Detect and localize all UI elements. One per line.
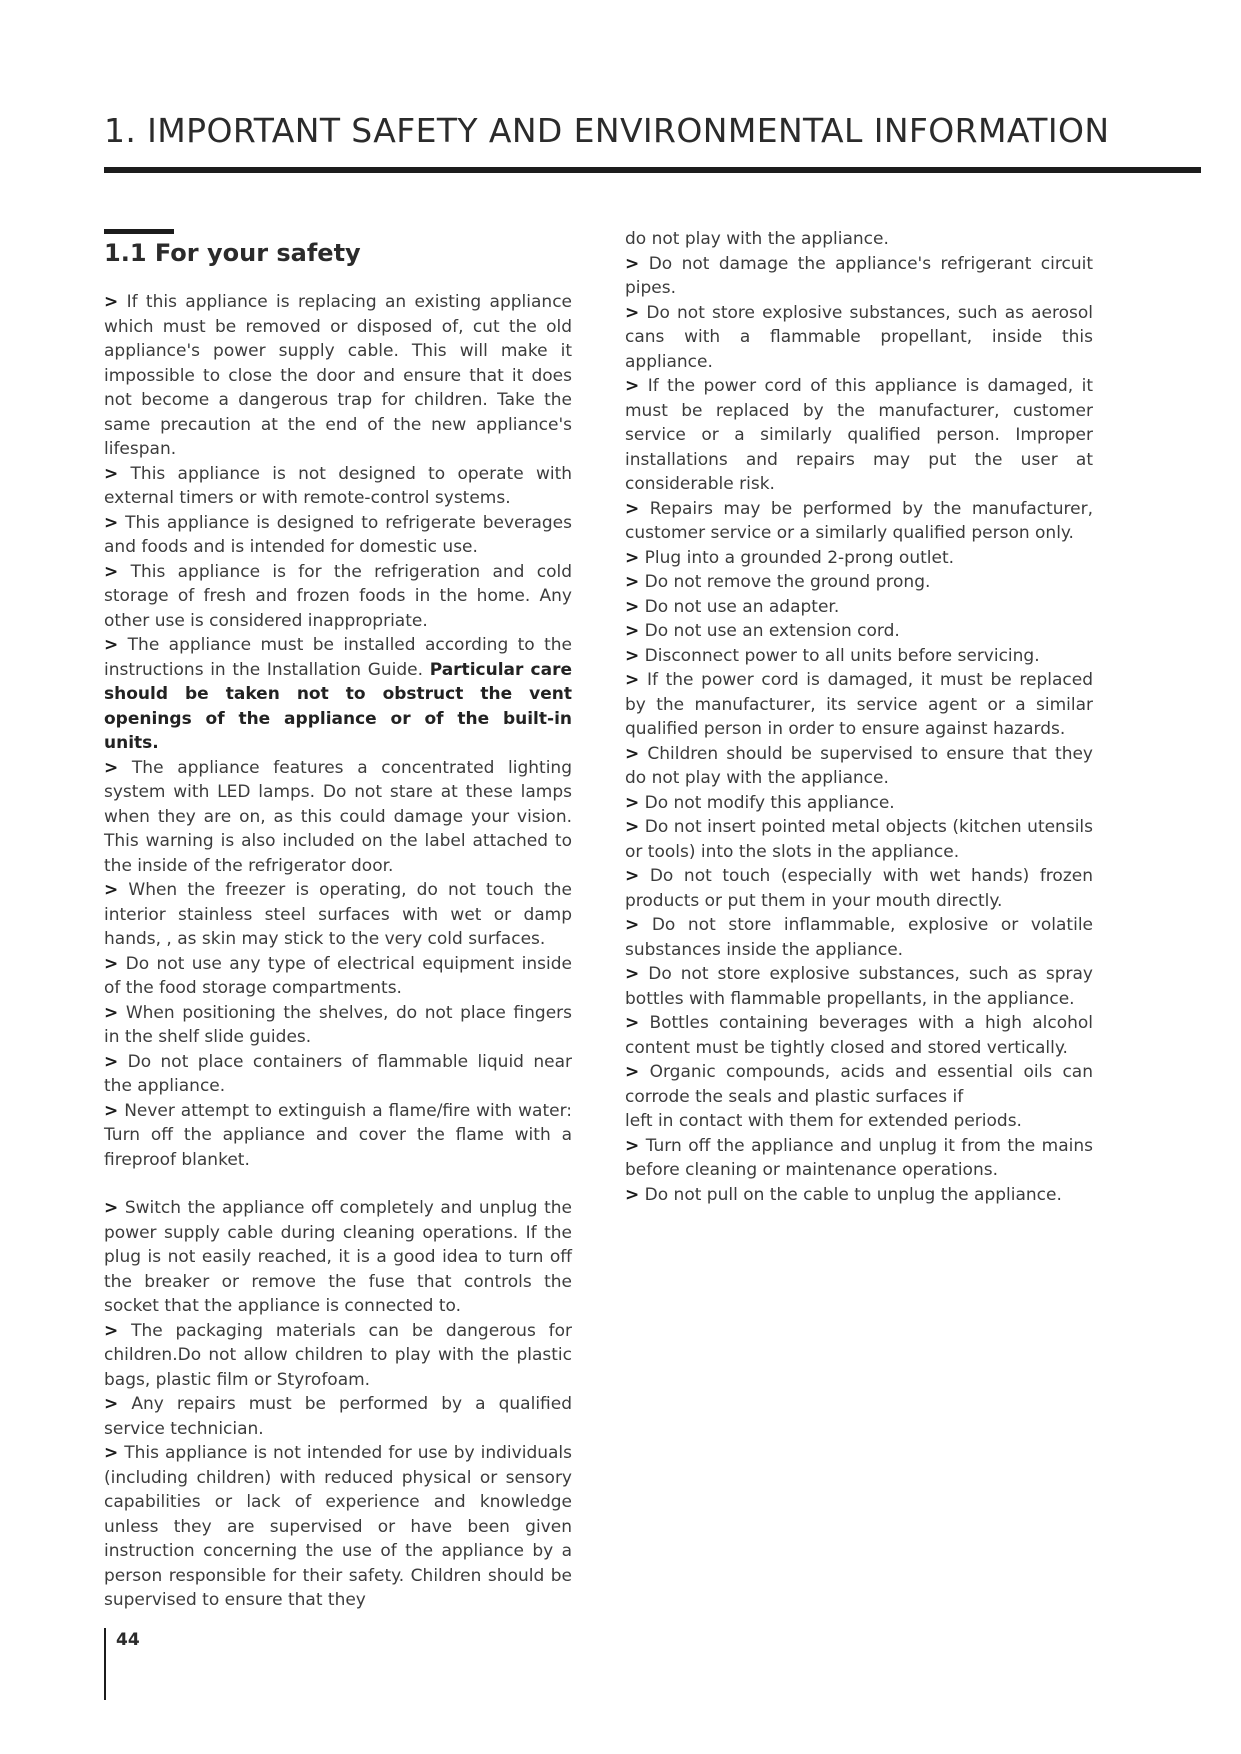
safety-item: > Disconnect power to all units before servicing.: [625, 645, 1040, 666]
safety-item: > If the power cord of this appliance is damaged, it must be replaced by the manufacturer, customer service or a similarly qualified person. Improper installations and repairs may put the user at considerable risk.: [625, 376, 1093, 494]
bullet-marker: >: [104, 1002, 119, 1023]
safety-item: > This appliance is designed to refrigerate beverages and foods and is intended for domestic use.: [104, 512, 572, 557]
bullet-marker: >: [625, 964, 640, 984]
bullet-marker: >: [104, 1051, 119, 1072]
bullet-marker: >: [625, 1062, 640, 1082]
bullet-marker: >: [104, 1443, 119, 1463]
safety-item: > Repairs may be performed by the manufacturer, customer service or a similarly qualified person only.: [625, 498, 1093, 543]
bullet-marker: >: [104, 880, 119, 900]
safety-item: > This appliance is not designed to operate with external timers or with remote-control systems.: [104, 463, 573, 508]
safety-item: > This appliance is not intended for use by individuals (including children) with reduced physical or sensory capabilities or lack of experience and knowledge unless they are supervised or have been given instruction concerning the use of the appliance by a person responsible for their safety. Children should be supervised to ensure that they: [104, 1443, 573, 1610]
bullet-marker: >: [625, 915, 640, 935]
safety-item: > If this appliance is replacing an existing appliance which must be removed or disposed of, cut the old appliance's power supply cable. This will make it impossible to close the door and ensure that it does not become a dangerous trap for children. Take the same precaution at the end of the new appliance's lifespan.: [104, 292, 573, 459]
safety-item: > Do not store inflammable, explosive or volatile substances inside the appliance.: [625, 915, 1094, 960]
section-title: 1.1 For your safety: [104, 239, 361, 267]
bullet-marker: >: [104, 953, 119, 974]
bullet-marker: >: [625, 376, 640, 396]
safety-item: > Do not use an adapter.: [625, 596, 840, 617]
bullet-marker: >: [104, 1198, 119, 1218]
safety-item: > Never attempt to extinguish a flame/fire with water: Turn off the appliance and cover the flame with a fireproof blanket.: [104, 1100, 573, 1170]
bullet-marker: >: [625, 1013, 640, 1033]
safety-item: > When positioning the shelves, do not place fingers in the shelf slide guides.: [104, 1002, 573, 1047]
safety-item: > Do not remove the ground prong.: [625, 572, 931, 592]
bullet-marker: >: [104, 463, 119, 484]
section-accent-rule: [104, 229, 174, 234]
safety-item: > Do not pull on the cable to unplug the appliance.: [625, 1184, 1062, 1205]
bullet-marker: >: [625, 792, 640, 813]
vent-warning: Particular care should be taken not to obstruct the vent openings of the appliance or of the built-in units.: [104, 659, 573, 753]
safety-item: > The appliance features a concentrated lighting system with LED lamps. Do not stare at these lamps when they are on, as this could damage your vision. This warning is also included on the label attached to the inside of the refrigerator door.: [104, 757, 572, 876]
safety-item: > Do not place containers of flammable liquid near the appliance.: [104, 1051, 572, 1096]
bullet-marker: >: [625, 596, 640, 617]
safety-item: > This appliance is for the refrigeration and cold storage of fresh and frozen foods in the home. Any other use is considered inappropriate.: [104, 561, 572, 631]
safety-item: > Do not store explosive substances, such as aerosol cans with a flammable propellant, inside this appliance.: [625, 302, 1093, 372]
paragraph-gap: [104, 1172, 572, 1196]
safety-item: > The appliance must be installed according to the instructions in the Installation Guide. Particular care should be taken not to obstruct the vent openings of the appliance or of the built-in units.: [104, 635, 573, 753]
bullet-marker: >: [625, 1184, 640, 1205]
bullet-marker: >: [104, 1394, 119, 1414]
safety-item: > Switch the appliance off completely and unplug the power supply cable during cleaning operations. If the plug is not easily reached, it is a good idea to turn off the breaker or remove the fuse that controls the socket that the appliance is connected to.: [104, 1198, 573, 1316]
bullet-marker: >: [625, 1135, 640, 1156]
safety-item: > Plug into a grounded 2-prong outlet.: [625, 547, 955, 568]
safety-item: > Turn off the appliance and unplug it from the mains before cleaning or maintenance operations.: [625, 1135, 1093, 1180]
continued-text: do not play with the appliance.: [625, 229, 889, 249]
bullet-marker: >: [625, 866, 640, 886]
safety-item: > The packaging materials can be dangerous for children.Do not allow children to play with the plastic bags, plastic film or Styrofoam.: [104, 1320, 572, 1390]
bullet-marker: >: [625, 743, 640, 764]
safety-item: > Do not use any type of electrical equipment inside of the food storage compartments.: [104, 953, 573, 998]
bullet-marker: >: [625, 302, 640, 323]
bullet-marker: >: [104, 635, 119, 655]
continued-text: left in contact with them for extended periods.: [625, 1111, 1022, 1131]
bullet-marker: >: [625, 253, 640, 274]
safety-item: > When the freezer is operating, do not touch the interior stainless steel surfaces with wet or damp hands, , as skin may stick to the very cold surfaces.: [104, 880, 572, 949]
page-title: 1. IMPORTANT SAFETY AND ENVIRONMENTAL INFORMATION: [104, 111, 1110, 150]
bullet-marker: >: [104, 757, 119, 778]
safety-item: > Do not touch (especially with wet hands) frozen products or put them in your mouth directly.: [625, 866, 1093, 911]
bullet-marker: >: [625, 817, 640, 837]
bullet-marker: >: [625, 645, 640, 666]
safety-item: > Do not modify this appliance.: [625, 792, 895, 813]
bullet-marker: >: [625, 572, 640, 592]
safety-item: > Do not insert pointed metal objects (kitchen utensils or tools) into the slots in the appliance.: [625, 817, 1093, 862]
bullet-marker: >: [625, 498, 640, 519]
bullet-marker: >: [625, 547, 640, 568]
bullet-marker: >: [104, 1100, 119, 1121]
left-column: [104, 290, 572, 1613]
safety-item: > Children should be supervised to ensure that they do not play with the appliance.: [625, 743, 1093, 788]
title-divider: [104, 167, 1201, 173]
safety-item: > Any repairs must be performed by a qualified service technician.: [104, 1394, 572, 1439]
right-column: [625, 227, 1093, 1207]
page-number: 44: [116, 1630, 140, 1650]
safety-item: > Organic compounds, acids and essential oils can corrode the seals and plastic surfaces if: [625, 1062, 1093, 1107]
footer-rule: [104, 1628, 106, 1700]
bullet-marker: >: [104, 512, 119, 533]
bullet-marker: >: [104, 1320, 119, 1341]
safety-item: > Do not store explosive substances, such as spray bottles with flammable propellants, in the appliance.: [625, 964, 1093, 1009]
safety-item: > Bottles containing beverages with a high alcohol content must be tightly closed and stored vertically.: [625, 1013, 1093, 1058]
bullet-marker: >: [104, 292, 119, 312]
safety-item: > If the power cord is damaged, it must be replaced by the manufacturer, its service agent or a similar qualified person in order to ensure against hazards.: [625, 670, 1093, 739]
safety-item: > Do not damage the appliance's refrigerant circuit pipes.: [625, 253, 1093, 298]
bullet-marker: >: [625, 621, 640, 641]
safety-item: > Do not use an extension cord.: [625, 621, 900, 641]
bullet-marker: >: [625, 670, 640, 690]
bullet-marker: >: [104, 561, 119, 582]
